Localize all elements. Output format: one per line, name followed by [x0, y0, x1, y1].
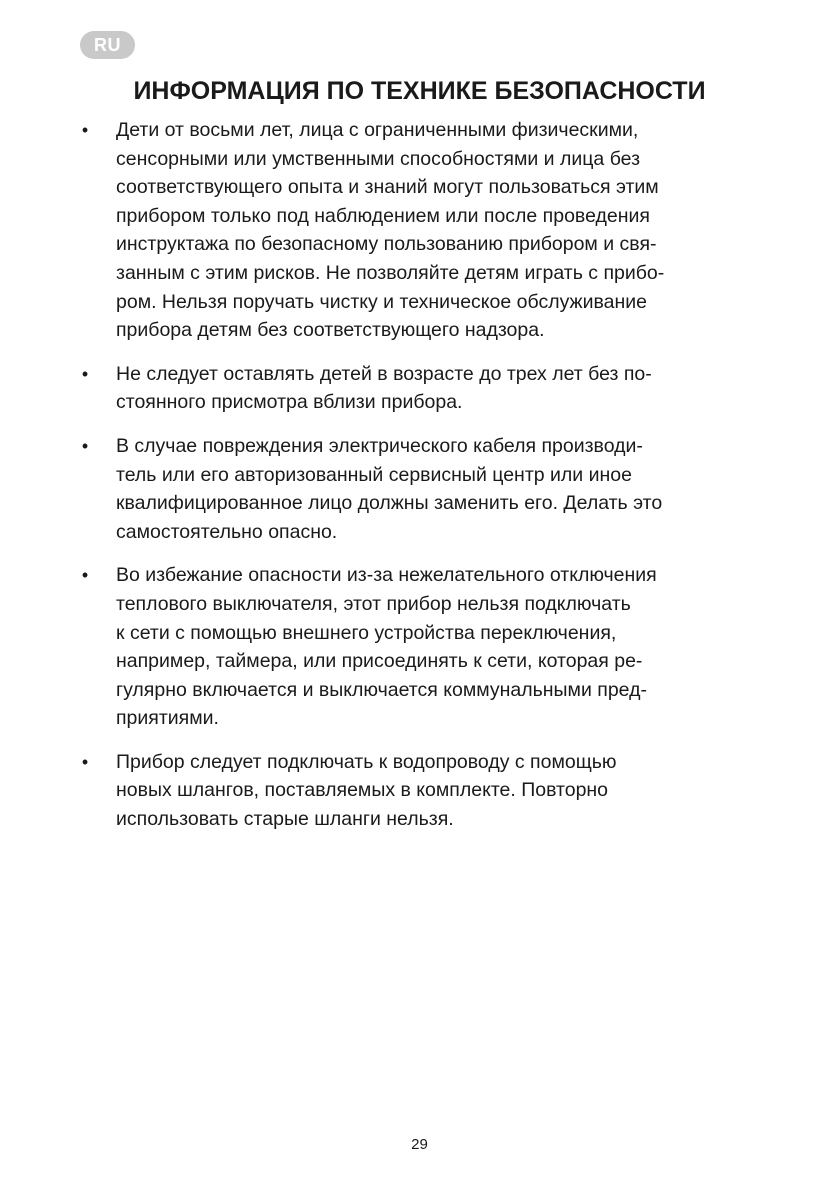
text-line: тель или его авторизованный сервисный центр или иное	[116, 463, 632, 486]
text-line: занным с этим рисков. Не позволяйте детям играть с прибо-	[116, 261, 665, 284]
list-item	[80, 432, 765, 546]
text-line: прибора детям без соответствующего надзора.	[116, 319, 545, 342]
text-line: стоянного присмотра вблизи прибора.	[116, 391, 463, 414]
text-line: самостоятельно опасно.	[116, 520, 338, 543]
text-line: инструктажа по безопасному пользованию прибором и свя-	[116, 233, 657, 256]
text-line: использовать старые шланги нельзя.	[116, 808, 454, 831]
bullet-icon: •	[81, 565, 89, 586]
language-badge: RU	[80, 31, 135, 59]
list-item	[80, 116, 765, 345]
page-number: 29	[411, 1136, 428, 1153]
text-line: квалифицированное лицо должны заменить его. Делать это	[116, 492, 663, 515]
bullet-icon: •	[81, 435, 89, 456]
text-line: к сети с помощью внешнего устройства переключения,	[116, 621, 617, 644]
text-line: ром. Нельзя поручать чистку и техническое обслуживание	[116, 290, 647, 313]
text-line: Прибор следует подключать к водопроводу с помощью	[116, 750, 617, 773]
bullet-icon: •	[81, 751, 89, 772]
text-line: новых шлангов, поставляемых в комплекте. Повторно	[116, 779, 609, 802]
text-line: Во избежание опасности из-за нежелательного отключения	[116, 564, 657, 587]
text-line: соответствующего опыта и знаний могут пользоваться этим	[116, 176, 659, 199]
list-item	[80, 748, 765, 834]
bullet-icon: •	[81, 120, 89, 140]
text-line: гулярно включается и выключается коммунальными пред-	[116, 678, 647, 701]
text-line: теплового выключателя, этот прибор нельзя подключать	[116, 592, 631, 615]
text-line: прибором только под наблюдением или после проведения	[116, 204, 650, 227]
safety-list	[80, 116, 765, 849]
list-item	[80, 360, 765, 417]
text-line: В случае повреждения электрического кабеля производи-	[116, 434, 643, 457]
text-line: например, таймера, или присоединять к сети, которая ре-	[116, 650, 643, 673]
text-line: Не следует оставлять детей в возрасте до трех лет без по-	[116, 362, 652, 385]
list-item	[80, 561, 765, 733]
page-title: ИНФОРМАЦИЯ ПО ТЕХНИКЕ БЕЗОПАСНОСТИ	[133, 77, 706, 105]
text-line: приятиями.	[116, 707, 219, 730]
text-line: сенсорными или умственными способностями и лица без	[116, 147, 641, 170]
text-line: Дети от восьми лет, лица с ограниченными физическими,	[116, 119, 639, 141]
bullet-icon: •	[81, 363, 89, 384]
